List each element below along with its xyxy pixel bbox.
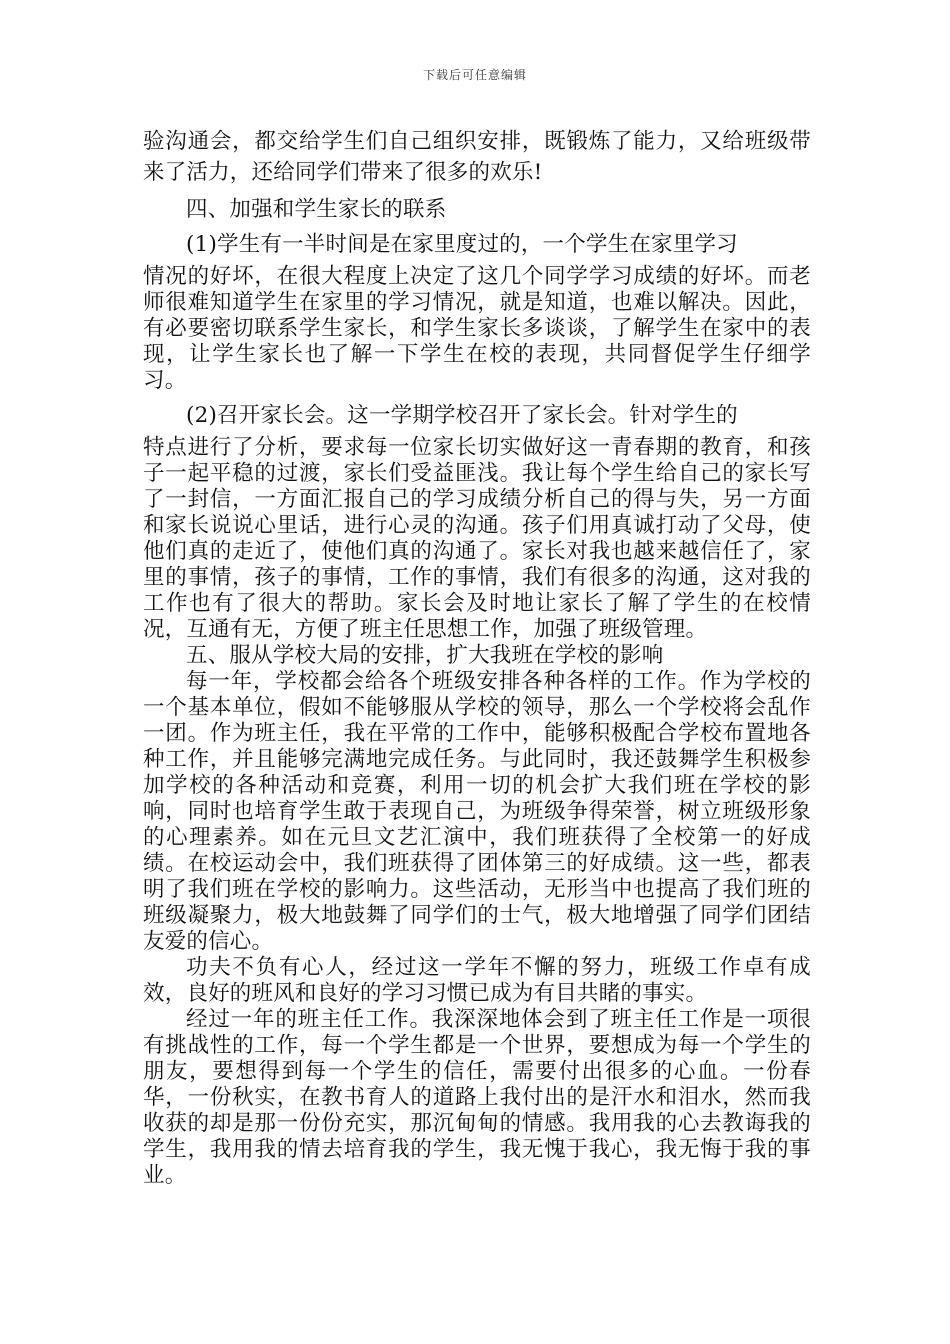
paragraph-conclusion: 经过一年的班主任工作。我深深地体会到了班主任工作是一项很有挑战性的工作，每一个学生都是一个世界，要想成为每一个学生的朋友，要想得到每一个学生的信任，需要付出很多的心血。一份春华，一份秋实，在教书育人的道路上我付出的是汗水和泪水，然而我收获的却是那一份份充实，那沉甸甸的情感。我用我的心去教诲我的学生，我用我的情去培育我的学生，我无愧于我心，我无悔于我的事业。 <box>143 1007 811 1188</box>
document-body <box>143 126 811 1189</box>
paragraph-parent-contact-1-start: (1)学生有一半时间是在家里度过的，一个学生在家里学习 <box>186 232 738 257</box>
paragraph-parent-meeting-rest: 特点进行了分析，要求每一位家长切实做好这一青春期的教育，和孩子一起平稳的过渡，家长们受益匪浅。我让每个学生给自己的家长写了一封信，一方面汇报自己的学习成绩分析自己的得与失，另一方面和家长说说心里话，进行心灵的沟通。孩子们用真诚打动了父母，使他们真的走近了，使他们真的沟通了。家长对我也越来越信任了，家里的事情，孩子的事情，工作的事情，我们有很多的沟通，这对我的工作也有了很大的帮助。家长会及时地让家长了解了学生的在校情况，互通有无，方便了班主任思想工作，加强了班级管理。 <box>143 435 811 642</box>
section-heading-5: 五、服从学校大局的安排，扩大我班在学校的影响 <box>186 643 664 668</box>
paragraph-parent-meeting-start: (2)召开家长会。这一学期学校召开了家长会。针对学生的 <box>186 403 738 428</box>
paragraph-school-activities: 每一年，学校都会给各个班级安排各种各样的工作。作为学校的一个基本单位，假如不能够服从学校的领导，那么一个学校将会乱作一团。作为班主任，我在平常的工作中，能够积极配合学校布置地各种工作，并且能够完满地完成任务。与此同时，我还鼓舞学生积极参加学校的各种活动和竞赛，利用一切的机会扩大我们班在学校的影响，同时也培育学生敢于表现自己，为班级争得荣誉，树立班级形象的心理素养。如在元旦文艺汇演中，我们班获得了全校第一的好成绩。在校运动会中，我们班获得了团体第三的好成绩。这一些，都表明了我们班在学校的影响力。这些活动，无形当中也提高了我们班的班级凝聚力，极大地鼓舞了同学们的士气，极大地增强了同学们团结友爱的信心。 <box>143 669 811 954</box>
section-heading-4: 四、加强和学生家长的联系 <box>186 197 447 222</box>
paragraph-continuation: 验沟通会，都交给学生们自己组织安排，既锻炼了能力，又给班级带来了活力，还给同学们带来了很多的欢乐! <box>143 129 811 185</box>
paragraph-parent-contact-1-rest: 情况的好坏，在很大程度上决定了这几个同学学习成绩的好坏。而老师很难知道学生在家里的学习情况，就是知道，也难以解决。因此，有必要密切联系学生家长，和学生家长多谈谈，了解学生在家中的表现，让学生家长也了解一下学生在校的表现，共同督促学生仔细学习。 <box>143 264 811 393</box>
page-header: 下载后可任意编辑 <box>422 68 527 82</box>
paragraph-achievement: 功夫不负有心人，经过这一学年不懈的努力，班级工作卓有成效，良好的班风和良好的学习习惯已成为有目共睹的事实。 <box>143 955 811 1006</box>
